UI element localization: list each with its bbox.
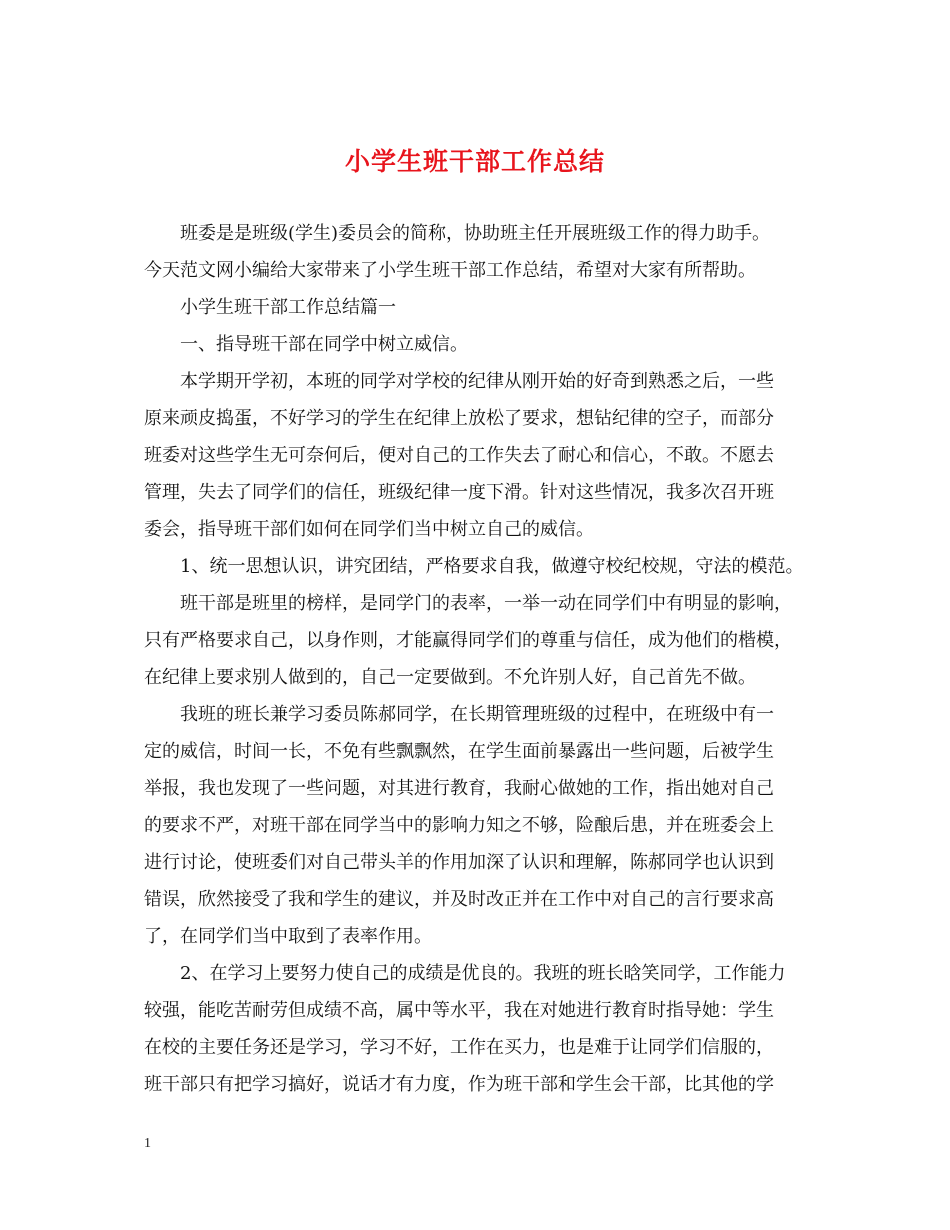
body-line: 在纪律上要求别人做到的，自己一定要做到。不允许别人好，自己首先不做。: [144, 667, 756, 688]
body-line: 的要求不严，对班干部在同学当中的影响力知之不够，险酿后患，并在班委会上: [144, 815, 774, 836]
body-line: 只有严格要求自己，以身作则，才能赢得同学们的尊重与信任，成为他们的楷模，: [144, 630, 792, 651]
body-line: 本学期开学初，本班的同学对学校的纪律从刚开始的好奇到熟悉之后，一些: [180, 371, 774, 392]
body-line: 今天范文网小编给大家带来了小学生班干部工作总结，希望对大家有所帮助。: [144, 260, 756, 281]
body-line: 进行讨论，使班委们对自己带头羊的作用加深了认识和理解，陈郝同学也认识到: [144, 852, 774, 873]
body-line: 班委对这些学生无可奈何后，便对自己的工作失去了耐心和信心，不敢。不愿去: [144, 445, 774, 466]
document-title: 小学生班干部工作总结: [344, 147, 605, 176]
body-line: 管理，失去了同学们的信任，班级纪律一度下滑。针对这些情况，我多次召开班: [144, 482, 774, 503]
body-line: 班干部是班里的榜样，是同学门的表率，一举一动在同学们中有明显的影响，: [180, 593, 792, 614]
body-line: 委会，指导班干部们如何在同学们当中树立自己的威信。: [144, 519, 594, 540]
body-line: 1、统一思想认识，讲究团结，严格要求自我，做遵守校纪校规，守法的模范。: [180, 556, 804, 577]
body-line: 错误，欣然接受了我和学生的建议，并及时改正并在工作中对自己的言行要求高: [144, 889, 774, 910]
page-number: 1: [144, 1136, 151, 1151]
subsection-heading: 一、指导班干部在同学中树立威信。: [180, 334, 468, 355]
body-line: 2、在学习上要努力使自己的成绩是优良的。我班的班长晗笑同学，工作能力: [180, 963, 786, 984]
section-heading: 小学生班干部工作总结篇一: [180, 297, 396, 318]
body-line: 我班的班长兼学习委员陈郝同学，在长期管理班级的过程中，在班级中有一: [180, 704, 774, 725]
body-line: 班干部只有把学习搞好，说话才有力度，作为班干部和学生会干部，比其他的学: [144, 1074, 774, 1095]
body-line: 班委是是班级(学生)委员会的简称，协助班主任开展班级工作的得力助手。: [180, 223, 771, 244]
body-line: 较强，能吃苦耐劳但成绩不高，属中等水平，我在对她进行教育时指导她：学生: [144, 1000, 774, 1021]
body-line: 定的威信，时间一长，不免有些飘飘然，在学生面前暴露出一些问题，后被学生: [144, 741, 774, 762]
body-line: 原来顽皮捣蛋，不好学习的学生在纪律上放松了要求，想钻纪律的空子，而部分: [144, 408, 774, 429]
body-line: 在校的主要任务还是学习，学习不好，工作在买力，也是难于让同学们信服的，: [144, 1037, 774, 1058]
body-line: 了，在同学们当中取到了表率作用。: [144, 926, 432, 947]
body-line: 举报，我也发现了一些问题，对其进行教育，我耐心做她的工作，指出她对自己: [144, 778, 774, 799]
